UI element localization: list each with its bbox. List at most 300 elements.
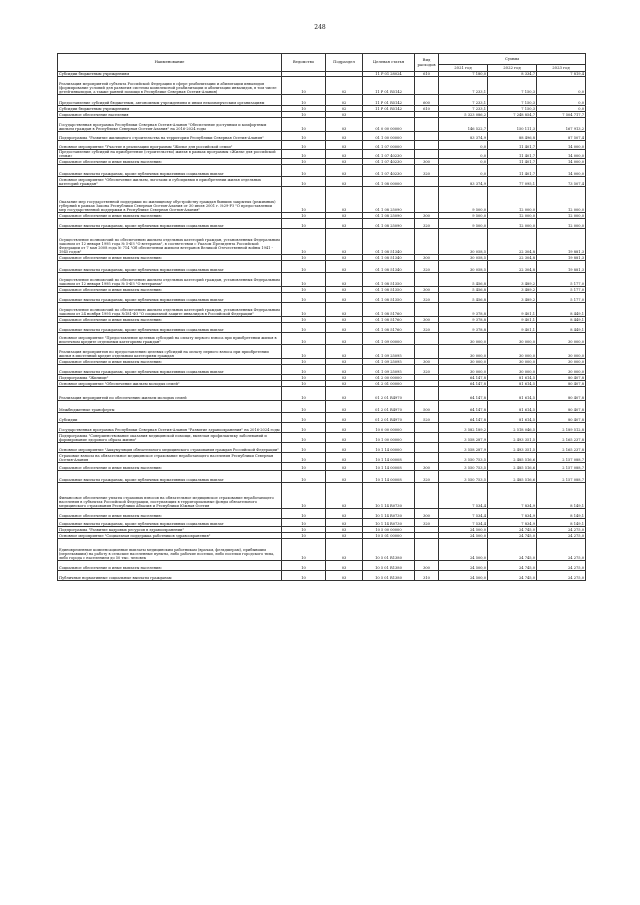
cell-expense-type: 300 (415, 287, 439, 293)
cell-target: 11 Р 01 R5142 (363, 95, 415, 106)
cell-expense-type (415, 539, 439, 561)
cell-ministry: 10 (282, 423, 326, 433)
table-row (58, 401, 586, 413)
cell-section: 03 (326, 187, 363, 213)
cell-expense-type (415, 229, 439, 255)
cell-expense-type: 610 (415, 72, 439, 77)
cell-2021: 30 000,0 (439, 333, 488, 345)
cell-ministry: 10 (282, 527, 326, 533)
cell-target: 10 1 00 00000 (363, 433, 415, 443)
cell-ministry: 10 (282, 333, 326, 345)
table-row (58, 150, 586, 159)
cell-section: 03 (326, 381, 363, 387)
cell-2021: 64 147,8 (439, 413, 488, 423)
cell-2022: 9 401,1 (488, 323, 537, 333)
cell-2022: 24 745,0 (488, 527, 537, 533)
table-row (58, 293, 586, 303)
cell-2022: 9 401,1 (488, 317, 537, 323)
cell-2023: 8 149,1 (537, 519, 586, 527)
cell-expense-type: 300 (415, 561, 439, 571)
cell-target: 10 5 01 R1380 (363, 539, 415, 561)
cell-section: 03 (326, 365, 363, 375)
cell-target: 01 1 08 51760 (363, 303, 415, 317)
table-row (58, 187, 586, 213)
cell-2021: 24 500,0 (439, 527, 488, 533)
cell-2023: 14 000,0 (537, 165, 586, 177)
cell-section: 03 (326, 471, 363, 483)
cell-ministry: 10 (282, 463, 326, 471)
cell-2023: 24 275,0 (537, 539, 586, 561)
cell-2023: 87 507,4 (537, 132, 586, 141)
cell-2022: 7 834,9 (488, 509, 537, 519)
cell-2022: 11 401,7 (488, 141, 537, 150)
cell-2022: 24 745,0 (488, 571, 537, 581)
cell-ministry: 10 (282, 533, 326, 539)
cell-2023: 30 000,0 (537, 345, 586, 359)
cell-ministry: 10 (282, 132, 326, 141)
cell-expense-type: 320 (415, 365, 439, 375)
cell-name: Социальные выплаты гражданам, кроме публичных нормативных социальных выплат (58, 219, 282, 229)
cell-ministry: 10 (282, 381, 326, 387)
cell-target: 01 2 01 R4970 (363, 387, 415, 401)
cell-2022: 81 614,5 (488, 387, 537, 401)
cell-section: 03 (326, 273, 363, 287)
cell-name: Осуществление полномочий по обеспечению жильем отдельных категорий граждан, установленных Федеральным законом от 12 января 1995 года № 5-ФЗ "О ветеранах" (58, 273, 282, 287)
cell-section: 03 (326, 453, 363, 463)
cell-name: Оказание мер государственной поддержки по жилищному обустройству граждан бывших закрытых (режимных) губерний в рамках Закона Республики Северная Осетия-Алания от 30 июля 2001 г. №29-РЗ "О предоставлении мер государственной поддержки в Республике Северная Осетия-Алания" (58, 187, 282, 213)
cell-2023: 12 000,0 (537, 219, 586, 229)
cell-2023: 12 000,0 (537, 187, 586, 213)
table-row (58, 261, 586, 273)
cell-expense-type: 300 (415, 359, 439, 365)
cell-target: 11 Р 01 R5142 (363, 106, 415, 112)
cell-expense-type: 520 (415, 413, 439, 423)
cell-ministry: 10 (282, 453, 326, 463)
cell-ministry: 10 (282, 261, 326, 273)
cell-expense-type: 320 (415, 219, 439, 229)
cell-2022: 24 745,0 (488, 561, 537, 571)
cell-2021: 9 378,8 (439, 317, 488, 323)
cell-expense-type (415, 483, 439, 509)
cell-2022: 9 401,1 (488, 303, 537, 317)
cell-expense-type (415, 150, 439, 159)
cell-target: 01 2 01 R4970 (363, 401, 415, 413)
cell-target: 10 1 14 R0730 (363, 483, 415, 509)
cell-expense-type: 310 (415, 571, 439, 581)
cell-2021: 9 378,8 (439, 303, 488, 317)
cell-2023: 14 000,0 (537, 150, 586, 159)
cell-2023: 2 165 237,8 (537, 433, 586, 443)
cell-name: Социальное обеспечение населения (58, 112, 282, 118)
cell-2021: 5 456,8 (439, 287, 488, 293)
cell-ministry: 10 (282, 187, 326, 213)
header-year-2022: 2022 год (488, 65, 537, 72)
cell-name: Социальное обеспечение и иные выплаты населению (58, 561, 282, 571)
cell-2023: 8 449,1 (537, 323, 586, 333)
cell-target: 01 1 08 51340 (363, 255, 415, 261)
cell-2021: 30 058,5 (439, 229, 488, 255)
cell-expense-type (415, 423, 439, 433)
cell-target: 10 5 00 00000 (363, 527, 415, 533)
cell-section: 03 (326, 401, 363, 413)
budget-table (57, 53, 586, 581)
cell-2021: 3 550 753,5 (439, 453, 488, 463)
cell-2023: 19 881,3 (537, 261, 586, 273)
cell-ministry: 10 (282, 287, 326, 293)
cell-ministry: 10 (282, 401, 326, 413)
cell-ministry: 10 (282, 106, 326, 112)
cell-target: 01 1 08 25090 (363, 213, 415, 219)
cell-2022: 2 518 046,5 (488, 423, 537, 433)
cell-ministry: 10 (282, 359, 326, 365)
cell-ministry: 10 (282, 141, 326, 150)
cell-name: Финансовое обеспечение уплаты страховых взносов на обязательное медицинское страхование неработающего населения в субъектах Российской Федерации, поступающих в территориальные фонды обязательного медицинского страхования Республики Абхазия и Республики Южная Осетия (58, 483, 282, 509)
cell-2022: 2 493 351,5 (488, 433, 537, 443)
cell-section: 03 (326, 359, 363, 365)
cell-section: 03 (326, 165, 363, 177)
cell-section: 03 (326, 483, 363, 509)
cell-2022: 30 000,0 (488, 359, 537, 365)
cell-2021: 7 233,1 (439, 95, 488, 106)
cell-2023: 167 913,2 (537, 118, 586, 132)
cell-2021: 9 378,8 (439, 323, 488, 333)
cell-expense-type: 300 (415, 159, 439, 165)
cell-2023: 80 407,8 (537, 381, 586, 387)
cell-expense-type (415, 273, 439, 287)
cell-ministry: 10 (282, 561, 326, 571)
cell-2023: 0,0 (537, 106, 586, 112)
cell-section: 03 (326, 413, 363, 423)
cell-section: 03 (326, 317, 363, 323)
cell-target: 10 1 14 00000 (363, 443, 415, 453)
cell-name: Социальное обеспечение и иные выплаты населению (58, 213, 282, 219)
cell-expense-type: 610 (415, 106, 439, 112)
cell-expense-type (415, 303, 439, 317)
table-row (58, 519, 586, 527)
cell-name: Социальное обеспечение и иные выплаты населению (58, 359, 282, 365)
cell-name: Подпрограмма "Совершенствование оказания медицинской помощи, включая профилактику заболеваний и формирование здорового образа жизни" (58, 433, 282, 443)
table-row (58, 571, 586, 581)
cell-expense-type (415, 187, 439, 213)
cell-target: 10 5 01 R1380 (363, 571, 415, 581)
cell-name: Социальные выплаты гражданам, кроме публичных нормативных социальных выплат (58, 323, 282, 333)
table-row (58, 483, 586, 509)
cell-section: 03 (326, 433, 363, 443)
cell-2021: 30 000,0 (439, 359, 488, 365)
header-year-2021: 2021 год (439, 65, 488, 72)
cell-2021: 7 534,4 (439, 483, 488, 509)
cell-2023: 30 000,0 (537, 359, 586, 365)
cell-2023: 8 449,1 (537, 303, 586, 317)
cell-2023: 24 275,0 (537, 571, 586, 581)
cell-ministry: 10 (282, 413, 326, 423)
cell-section: 03 (326, 375, 363, 381)
cell-name: Предоставление субсидий на приобретение (строительство) жилья в рамках программы «Жилье для российской семьи» (58, 150, 282, 159)
cell-section: 03 (326, 219, 363, 229)
cell-target: 01 1 08 00000 (363, 177, 415, 187)
cell-section: 03 (326, 323, 363, 333)
cell-2022: 2 485 516,6 (488, 453, 537, 463)
table-row (58, 141, 586, 150)
cell-2022: 3 489,2 (488, 273, 537, 287)
cell-section: 03 (326, 261, 363, 273)
cell-2021: 5 456,8 (439, 273, 488, 287)
cell-target: 01 1 09 00000 (363, 333, 415, 345)
cell-2021: 3 582 189,2 (439, 423, 488, 433)
table-row (58, 539, 586, 561)
cell-2021: 9 500,0 (439, 219, 488, 229)
table-row (58, 413, 586, 423)
cell-2021: 24 500,0 (439, 533, 488, 539)
cell-2023: 2 157 088,7 (537, 471, 586, 483)
cell-name: Субсидии (58, 413, 282, 423)
cell-target: 10 1 14 00008 (363, 463, 415, 471)
cell-2021: 7 233,1 (439, 77, 488, 95)
cell-ministry: 10 (282, 118, 326, 132)
cell-expense-type: 300 (415, 509, 439, 519)
cell-section: 03 (326, 255, 363, 261)
table-row (58, 118, 586, 132)
cell-expense-type (415, 387, 439, 401)
cell-2023: 2 157 088,7 (537, 453, 586, 463)
cell-2021: 0,0 (439, 150, 488, 159)
cell-2022: 12 000,0 (488, 219, 537, 229)
cell-target: 10 1 14 R0730 (363, 519, 415, 527)
cell-2021: 7 534,4 (439, 509, 488, 519)
cell-expense-type (415, 433, 439, 443)
cell-section: 03 (326, 150, 363, 159)
cell-expense-type (415, 132, 439, 141)
cell-target: 01 1 08 25090 (363, 187, 415, 213)
cell-ministry: 10 (282, 365, 326, 375)
cell-2021: 30 000,0 (439, 365, 488, 375)
cell-target: 01 2 01 00000 (363, 381, 415, 387)
header-section: Подраздел (326, 54, 363, 72)
cell-section: 03 (326, 443, 363, 453)
cell-2022: 3 489,2 (488, 287, 537, 293)
cell-2021: 9 500,0 (439, 187, 488, 213)
cell-2023: 0,0 (537, 95, 586, 106)
cell-expense-type (415, 443, 439, 453)
cell-name: Субсидии бюджетным учреждениям (58, 72, 282, 77)
cell-ministry: 10 (282, 255, 326, 261)
cell-ministry: 10 (282, 571, 326, 581)
cell-expense-type (415, 118, 439, 132)
cell-target: 01 1 08 51350 (363, 287, 415, 293)
cell-ministry: 10 (282, 112, 326, 118)
table-row (58, 229, 586, 255)
cell-2022: 88 496,8 (488, 132, 537, 141)
cell-target: 01 1 07 40230 (363, 159, 415, 165)
cell-name: Социальные выплаты гражданам, кроме публичных нормативных социальных выплат (58, 293, 282, 303)
cell-section: 03 (326, 463, 363, 471)
table-row (58, 387, 586, 401)
cell-ministry: 10 (282, 219, 326, 229)
cell-name: Социальные выплаты гражданам, кроме публичных нормативных социальных выплат (58, 261, 282, 273)
cell-expense-type (415, 453, 439, 463)
cell-name: Реализация мероприятий субъекта Российской Федерации в сфере реабилитации и абилитации инвалидов (формирование условий для развития системы комплексной реабилитации и абилитации инвалидов, в том числе детей-инвалидов, а также ранней помощи в Республике Северная Осетия-Алания) (58, 77, 282, 95)
cell-name: Социальные выплаты гражданам, кроме публичных нормативных социальных выплат (58, 519, 282, 527)
cell-2022: 22 304,8 (488, 229, 537, 255)
cell-2022: 77 095,1 (488, 177, 537, 187)
cell-ministry: 10 (282, 293, 326, 303)
cell-2022: 2 485 516,6 (488, 471, 537, 483)
cell-ministry: 10 (282, 165, 326, 177)
cell-2023: 30 000,0 (537, 365, 586, 375)
cell-2021: 30 058,5 (439, 255, 488, 261)
cell-2022: 81 614,5 (488, 413, 537, 423)
cell-ministry: 10 (282, 433, 326, 443)
cell-2023: 24 275,0 (537, 533, 586, 539)
cell-ministry: 10 (282, 539, 326, 561)
cell-section: 02 (326, 95, 363, 106)
cell-ministry: 10 (282, 323, 326, 333)
cell-name: Социальные выплаты гражданам, кроме публичных нормативных социальных выплат (58, 365, 282, 375)
cell-2021: 146 522,7 (439, 118, 488, 132)
cell-2021: 30 058,5 (439, 261, 488, 273)
cell-2021: 64 147,8 (439, 381, 488, 387)
cell-name: Основное мероприятие "Аккумуляция обязательного медицинского страхования граждан Российской Федерации" (58, 443, 282, 453)
cell-2021: 7 180,0 (439, 72, 488, 77)
header-year-2023: 2023 год (537, 65, 586, 72)
table-row (58, 132, 586, 141)
cell-name: Осуществление полномочий по обеспечению жильем отдельных категорий граждан, установленных Федеральным законом от 24 ноября 1995 года №181-ФЗ "О социальной защите инвалидов в Российской Федерации" (58, 303, 282, 317)
cell-target: 01 1 08 51350 (363, 293, 415, 303)
cell-section: 03 (326, 293, 363, 303)
cell-2022: 7 834,9 (488, 483, 537, 509)
cell-expense-type: 320 (415, 519, 439, 527)
cell-section: 03 (326, 571, 363, 581)
cell-expense-type: 320 (415, 261, 439, 273)
cell-2021: 83 374,9 (439, 177, 488, 187)
cell-2022: 30 000,0 (488, 333, 537, 345)
cell-2023: 8 149,1 (537, 483, 586, 509)
table-row (58, 561, 586, 571)
cell-section: 03 (326, 345, 363, 359)
cell-ministry: 10 (282, 213, 326, 219)
cell-2021: 0,0 (439, 165, 488, 177)
cell-2022: 11 401,7 (488, 150, 537, 159)
table-row (58, 177, 586, 187)
cell-2022: 7 834,9 (488, 519, 537, 527)
page-number: 248 (314, 24, 326, 31)
cell-name: Социальное обеспечение и иные выплаты населению (58, 317, 282, 323)
cell-expense-type: 320 (415, 293, 439, 303)
cell-2023: 5 177,0 (537, 293, 586, 303)
table-row (58, 443, 586, 453)
cell-name: Социальное обеспечение и иные выплаты населению (58, 287, 282, 293)
cell-target: 01 1 07 00000 (363, 141, 415, 150)
cell-target: 10 1 14 R0730 (363, 509, 415, 519)
cell-target: 01 2 01 R4970 (363, 413, 415, 423)
cell-target: 01 1 08 51340 (363, 261, 415, 273)
cell-2021: 3 558 287,9 (439, 443, 488, 453)
cell-2023: 5 177,0 (537, 273, 586, 287)
cell-target: 10 0 00 00000 (363, 423, 415, 433)
cell-2021: 24 500,0 (439, 571, 488, 581)
cell-expense-type (415, 177, 439, 187)
cell-section: 03 (326, 423, 363, 433)
cell-2021: 24 500,0 (439, 539, 488, 561)
cell-name: Социальное обеспечение и иные выплаты населению (58, 255, 282, 261)
cell-ministry: 10 (282, 375, 326, 381)
cell-target: 01 1 09 25095 (363, 345, 415, 359)
table-row (58, 345, 586, 359)
cell-name: Основное мероприятие "Участие в реализации программы "Жилье для российской семьи" (58, 141, 282, 150)
cell-2022: 81 614,5 (488, 381, 537, 387)
header-sums: Суммы (439, 54, 586, 65)
cell-2022: 12 000,0 (488, 213, 537, 219)
cell-expense-type: 300 (415, 213, 439, 219)
cell-name: Основное мероприятие "Обеспечение жильем, льготами и субсидиями в приобретении жилья отдельных категорий граждан" (58, 177, 282, 187)
cell-ministry: 10 (282, 519, 326, 527)
cell-2021: 24 500,0 (439, 561, 488, 571)
table-row (58, 463, 586, 471)
cell-2022: 22 304,8 (488, 255, 537, 261)
cell-2023: 19 881,3 (537, 229, 586, 255)
cell-target: 01 1 08 51760 (363, 323, 415, 333)
cell-target: 10 1 14 00008 (363, 453, 415, 463)
cell-2022: 7 150,3 (488, 77, 537, 95)
cell-target: 10 1 14 00008 (363, 471, 415, 483)
cell-2021: 3 550 753,5 (439, 463, 488, 471)
cell-ministry: 10 (282, 345, 326, 359)
cell-name: Подпрограмма "Жилище" (58, 375, 282, 381)
cell-target: 01 1 07 40230 (363, 150, 415, 159)
cell-target: 01 1 07 40230 (363, 165, 415, 177)
cell-2022: 3 489,2 (488, 293, 537, 303)
cell-2022: 12 000,0 (488, 187, 537, 213)
cell-2021: 5 323 086,2 (439, 112, 488, 118)
cell-2022: 24 745,0 (488, 533, 537, 539)
cell-2021: 7 534,4 (439, 519, 488, 527)
cell-name: Реализация мероприятий по обеспечению жильем молодых семей (58, 387, 282, 401)
cell-name: Единовременные компенсационные выплаты медицинским работникам (врачам, фельдшерам), прибывшим (переехавшим) на работу в сельские населенные пункты, либо рабочие поселки, либо поселки городского типа, либо города с населением до 50 тыс. человек (58, 539, 282, 561)
cell-name: Подпрограмма "Развитие жилищного строительства на территории Республики Северная Осетия-Алания" (58, 132, 282, 141)
cell-2023: 80 407,8 (537, 401, 586, 413)
cell-2021: 7 233,1 (439, 106, 488, 112)
cell-name: Государственная программа Республики Северная Осетия-Алания "Обеспечение доступным и комфортным жильем граждан в Республике Северная Осетия-Алания" на 2016-2024 годы (58, 118, 282, 132)
cell-target: 11 Р 01 28024 (363, 72, 415, 77)
cell-target: 01 1 09 25095 (363, 365, 415, 375)
cell-2023: 73 507,4 (537, 177, 586, 187)
table-row (58, 303, 586, 317)
cell-target: 10 5 01 R1380 (363, 561, 415, 571)
cell-name: Подпрограмма "Развитие кадровых ресурсов в здравоохранении" (58, 527, 282, 533)
cell-2021: 5 456,8 (439, 293, 488, 303)
cell-ministry: 10 (282, 177, 326, 187)
cell-name: Социальное обеспечение и иные выплаты населению (58, 509, 282, 519)
cell-2023: 19 881,3 (537, 255, 586, 261)
cell-expense-type: 500 (415, 401, 439, 413)
cell-2022: 30 000,0 (488, 365, 537, 375)
cell-expense-type (415, 141, 439, 150)
cell-2023: 30 000,0 (537, 333, 586, 345)
cell-section: 03 (326, 132, 363, 141)
cell-section: 03 (326, 118, 363, 132)
cell-name: Социальные выплаты гражданам, кроме публичных нормативных социальных выплат (58, 165, 282, 177)
table-row (58, 453, 586, 463)
cell-2023: 7 819,4 (537, 72, 586, 77)
cell-expense-type: 300 (415, 317, 439, 323)
cell-target: 01 1 08 51340 (363, 229, 415, 255)
cell-2022: 11 401,7 (488, 159, 537, 165)
cell-2023: 24 275,0 (537, 561, 586, 571)
table-row (58, 323, 586, 333)
cell-2021: 64 147,8 (439, 387, 488, 401)
cell-expense-type: 300 (415, 255, 439, 261)
table-row (58, 77, 586, 95)
